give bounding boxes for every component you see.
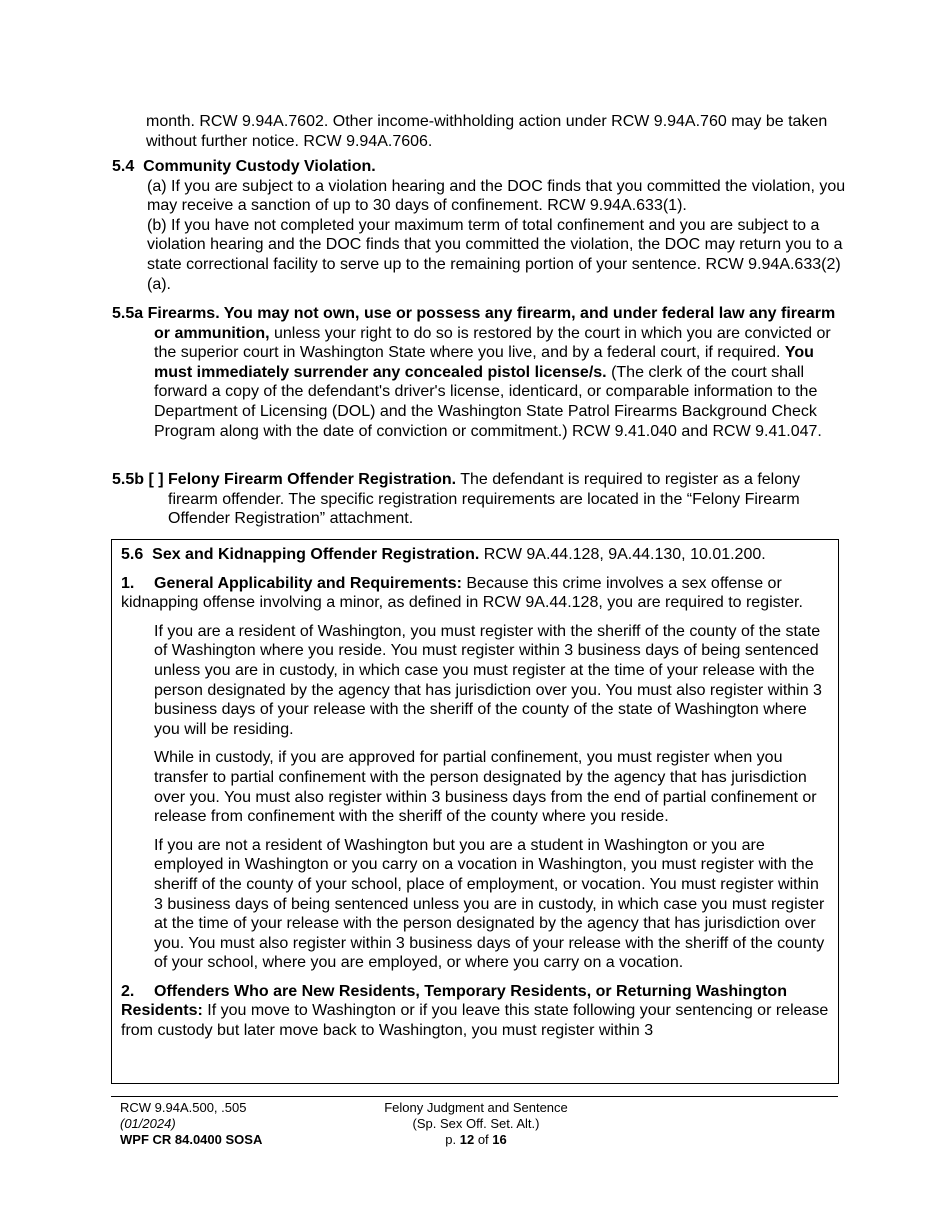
section-title: Sex and Kidnapping Offender Registration.: [152, 546, 480, 563]
item-text: If you move to Washington or if you leave this state following your sentencing or release from custody but later move back to Washington, you must register within 3: [121, 1002, 829, 1040]
section-number: 5.5a: [112, 305, 144, 322]
footer-center: [326, 1100, 626, 1148]
section-5-4-b: (b) If you have not completed your maximum term of total confinement and you are subject to a violation hearing and the DOC finds that you committed the violation, the DOC may return you to a state correctional facility to serve up to the remaining portion of your sentence. RCW 9.94A.633(2)(a).: [147, 216, 843, 293]
item-text: Because this crime involves a sex offense or kidnapping offense involving a minor, as defined in RCW 9A.44.128, you are required to register.: [121, 574, 803, 612]
section-title: Community Custody Violation.: [143, 158, 376, 175]
item-title: General Applicability and Requirements:: [154, 574, 462, 592]
section-number: 5.4: [112, 158, 135, 175]
registration-item-1: [121, 574, 829, 613]
footer-form-number: WPF CR 84.0400 SOSA: [120, 1132, 263, 1147]
section-text: The defendant is required to register as a felony firearm offender. The specific registration requirements are located in the “Felony Firearm Offender Registration” attachment.: [168, 471, 801, 528]
custody-paragraph: While in custody, if you are approved for partial confinement, you must register when you transfer to partial confinement with the person designated by the agency that has jurisdiction over you. You must also register within 3 business days from the end of partial confinement or release from confinement with the sheriff of the county where you reside.: [154, 749, 817, 826]
firearms-text: unless your right to do so is restored by the court in which you are convicted or the superior court in Washington State where you live, and by a federal court, if required.: [154, 324, 831, 362]
firearms-warning: Firearms. You may not own, use or possess any firearm, and under federal law any firearm or ammunition,: [147, 305, 836, 342]
sex-offender-registration-box: [111, 539, 839, 1084]
section-5-5a: [112, 304, 847, 441]
footer-title: Felony Judgment and Sentence: [384, 1100, 568, 1115]
section-5-4-a: (a) If you are subject to a violation hearing and the DOC finds that you committed the violation, you may receive a sanction of up to 30 days of confinement. RCW 9.94A.633(1).: [147, 177, 846, 215]
item-number: 1.: [121, 574, 135, 592]
section-cite: RCW 9A.44.128, 9A.44.130, 10.01.200.: [479, 546, 766, 563]
footer-subtitle: (Sp. Sex Off. Set. Alt.): [412, 1116, 540, 1131]
firearms-clerk-text: (The clerk of the court shall forward a copy of the defendant's driver's license, identicard, or comparable information to the Department of Licensing (DOL) and the Washington State Patrol Firearms Background Check Program along with the date of conviction or commitment.) RCW 9.41.040 and RCW 9.41.047.: [154, 363, 822, 440]
item-title: Offenders Who are New Residents, Temporary Residents, or Returning Washington Residents:: [121, 982, 787, 1020]
page-number: p. 12 of 16: [445, 1132, 507, 1147]
surrender-license-warning: You must immediately surrender any concealed pistol license/s.: [154, 344, 814, 381]
footer-divider: [111, 1096, 838, 1097]
nonresident-paragraph: If you are not a resident of Washington but you are a student in Washington or you are employed in Washington or you carry on a vocation in Washington, you must register with the sheriff of the county of your school, place of employment, or vocation. You must register within 3 business days of being sentenced unless you are in custody, in which case you must register at the time of your release with the person designated by the agency that has jurisdiction over you. You must also register within 3 business days of your release with the sheriff of the county of your school, where you are employed, or where you carry on a vocation.: [154, 836, 825, 972]
section-5-4: [112, 157, 847, 294]
section-5-5b: [112, 470, 847, 529]
item-number: 2.: [121, 982, 135, 1000]
section-number: 5.6: [121, 546, 144, 563]
registration-checkbox[interactable]: [ ]: [148, 471, 164, 488]
footer-statute: RCW 9.94A.500, .505: [120, 1100, 247, 1115]
section-title: Felony Firearm Offender Registration.: [168, 471, 457, 488]
resident-paragraph: If you are a resident of Washington, you must register with the sheriff of the county of the state of Washington where you reside. You must register within 3 business days of being sentenced unless you are in custody, in which case you must register at the time of your release with the person designated by the agency that has jurisdiction over you. You must also register within 3 business days of your release with the sheriff of the county of the state of Washington where you will be residing.: [154, 622, 822, 738]
registration-item-2: [121, 982, 829, 1041]
section-5-6-heading: [121, 545, 829, 565]
footer-revision: (01/2024): [120, 1116, 176, 1131]
continuation-text: month. RCW 9.94A.7602. Other income-withholding action under RCW 9.94A.760 may be taken without further notice. RCW 9.94A.7606.: [146, 113, 828, 150]
section-number: 5.5b: [112, 471, 145, 488]
